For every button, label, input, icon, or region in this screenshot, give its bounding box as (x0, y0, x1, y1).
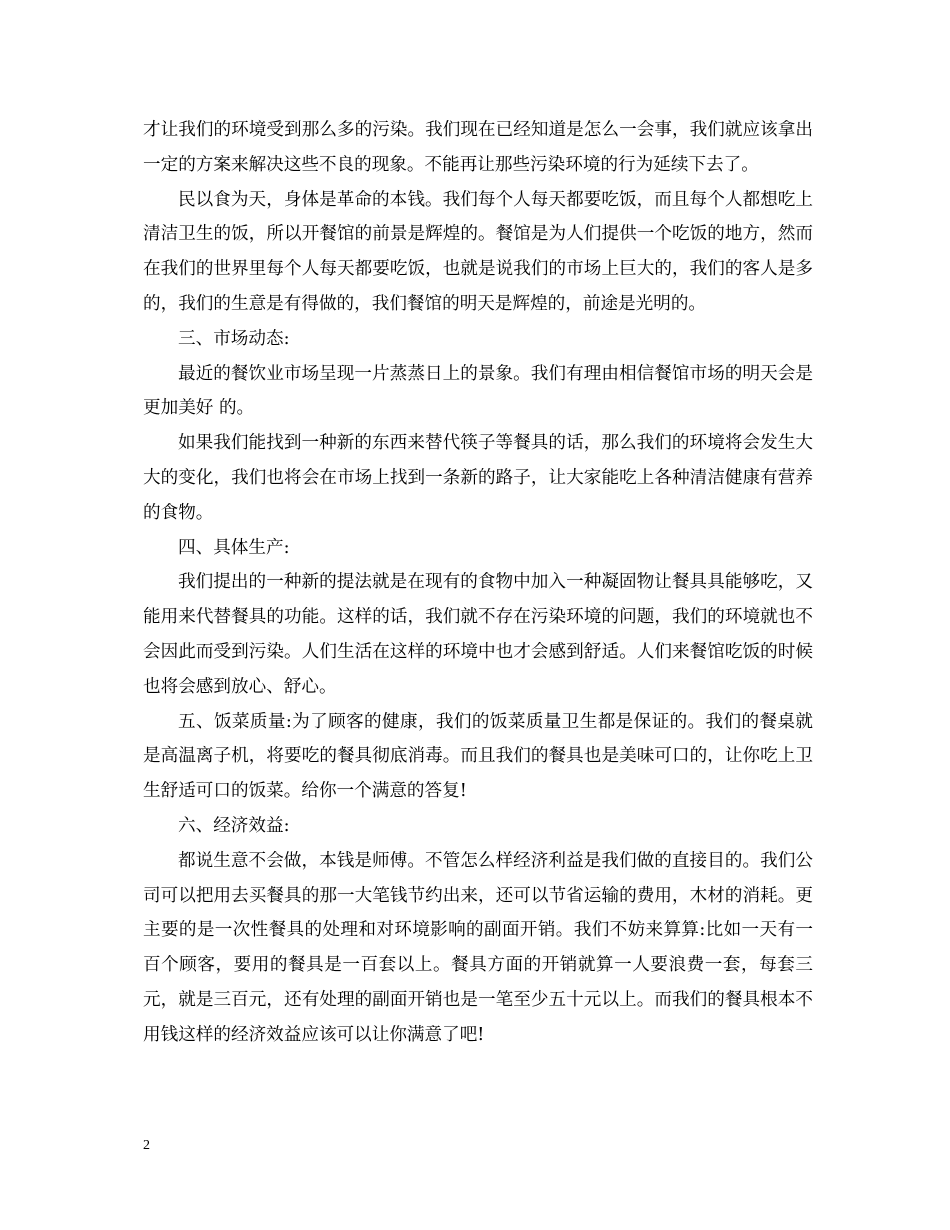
paragraph-food-quality: 五、饭菜质量:为了顾客的健康，我们的饭菜质量卫生都是保证的。我们的餐桌就是高温离子机，将要吃的餐具彻底消毒。而且我们的餐具也是美味可口的，让你吃上卫生舒适可口的饭菜。给你一个满意的答复! (143, 711, 813, 802)
section-heading-economic-benefits: 六、经济效益: (178, 815, 290, 836)
paragraph-market-outlook: 最近的餐饮业市场呈现一片蒸蒸日上的景象。我们有理由相信餐馆市场的明天会是更加美好 的。 (143, 363, 813, 419)
paragraph-restaurant-prospects: 民以食为天，身体是革命的本钱。我们每个人每天都要吃饭，而且每个人都想吃上清洁卫生的饭，所以开餐馆的前景是辉煌的。餐馆是为人们提供一个吃饭的地方，然而在我们的世界里每个人每天都要吃饭，也就是说我们的市场上巨大的，我们的客人是多的，我们的生意是有得做的，我们餐馆的明天是辉煌的，前途是光明的。 (143, 189, 813, 314)
document-body (143, 113, 813, 1053)
section-heading-market-dynamics: 三、市场动态: (178, 328, 290, 349)
paragraph-continuation: 才让我们的环境受到那么多的污染。我们现在已经知道是怎么一会事，我们就应该拿出一定的方案来解决这些不良的现象。不能再让那些污染环境的行为延续下去了。 (143, 120, 813, 175)
paragraph-replace-chopsticks: 如果我们能找到一种新的东西来替代筷子等餐具的话，那么我们的环境将会发生大大的变化，我们也将会在市场上找到一条新的路子，让大家能吃上各种清洁健康有营养的食物。 (143, 433, 813, 523)
section-heading-production: 四、具体生产: (178, 537, 290, 558)
page-number: 2 (143, 1138, 150, 1153)
paragraph-edible-tableware: 我们提出的一种新的提法就是在现有的食物中加入一种凝固物让餐具具能够吃，又能用来代替餐具的功能。这样的话，我们就不存在污染环境的问题，我们的环境就也不会因此而受到污染。人们生活在这样的环境中也才会感到舒适。人们来餐馆吃饭的时候也将会感到放心、舒心。 (143, 572, 813, 697)
paragraph-economic-benefits: 都说生意不会做，本钱是师傅。不管怎么样经济利益是我们做的直接目的。我们公司可以把用去买餐具的那一大笔钱节约出来，还可以节省运输的费用，木材的消耗。更主要的是一次性餐具的处理和对环境影响的副面开销。我们不妨来算算:比如一天有一百个顾客，要用的餐具是一百套以上。餐具方面的开销就算一人要浪费一套，每套三元，就是三百元，还有处理的副面开销也是一笔至少五十元以上。而我们的餐具根本不用钱这样的经济效益应该可以让你满意了吧! (143, 850, 813, 1045)
